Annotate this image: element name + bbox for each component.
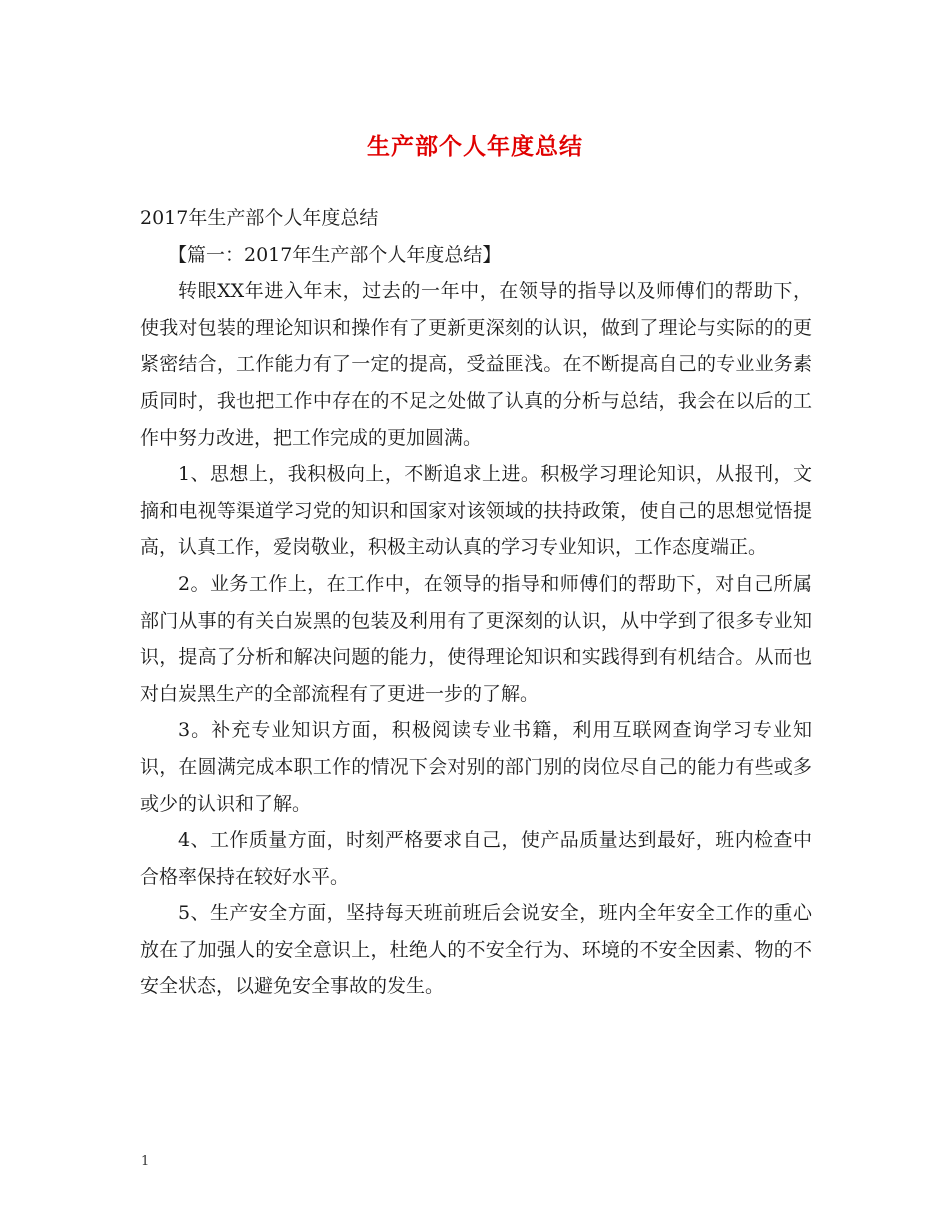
document-body xyxy=(140,200,812,1005)
paragraph-item-3: 3。补充专业知识方面，积极阅读专业书籍，利用互联网查询学习专业知识，在圆满完成本职工作的情况下会对别的部门别的岗位尽自己的能力有些或多或少的认识和了解。 xyxy=(140,719,812,815)
document-subtitle: 2017年生产部个人年度总结 xyxy=(140,207,379,229)
paragraph-intro: 转眼XX年进入年末，过去的一年中，在领导的指导以及师傅们的帮助下，使我对包装的理论知识和操作有了更新更深刻的认识，做到了理论与实际的的更紧密结合，工作能力有了一定的提高，受益匪浅。在不断提高自己的专业业务素质同时，我也把工作中存在的不足之处做了认真的分析与总结，我会在以后的工作中努力改进，把工作完成的更加圆满。 xyxy=(140,280,812,449)
paragraph-item-4: 4、工作质量方面，时刻严格要求自己，使产品质量达到最好，班内检查中合格率保持在较好水平。 xyxy=(140,829,812,888)
page-number: 1 xyxy=(141,1154,150,1169)
section-heading: 【篇一：2017年生产部个人年度总结】 xyxy=(168,243,502,266)
paragraph-item-2: 2。业务工作上，在工作中，在领导的指导和师傅们的帮助下，对自己所属部门从事的有关白炭黑的包装及利用有了更深刻的认识，从中学到了很多专业知识，提高了分析和解决问题的能力，使得理论知识和实践得到有机结合。从而也对白炭黑生产的全部流程有了更进一步的了解。 xyxy=(140,572,812,705)
document-title: 生产部个人年度总结 xyxy=(367,133,583,160)
paragraph-item-5: 5、生产安全方面，坚持每天班前班后会说安全，班内全年安全工作的重心放在了加强人的安全意识上，杜绝人的不安全行为、环境的不安全因素、物的不安全状态，以避免安全事故的发生。 xyxy=(140,902,812,998)
paragraph-item-1: 1、思想上，我积极向上，不断追求上进。积极学习理论知识，从报刊，文摘和电视等渠道学习党的知识和国家对该领域的扶持政策，使自己的思想觉悟提高，认真工作，爱岗敬业，积极主动认真的学习专业知识，工作态度端正。 xyxy=(140,463,812,559)
